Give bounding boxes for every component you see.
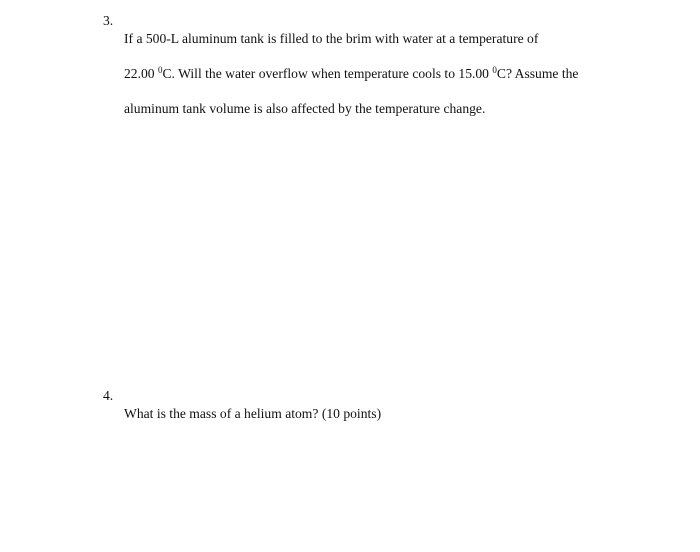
degree-superscript: 0 (492, 64, 497, 75)
question-3 (103, 12, 623, 135)
degree-superscript: 0 (157, 64, 163, 75)
question-line-text: C? Assume the (496, 65, 579, 81)
question-text (124, 387, 623, 422)
question-number: 4. (103, 388, 114, 403)
question-line-text: C. Will the water overflow when temperature cools to 15.00 (162, 65, 493, 81)
question-line (124, 65, 623, 83)
question-line (124, 30, 623, 48)
question-number: 3. (103, 13, 114, 28)
question-line-text: 22.00 (124, 65, 158, 81)
question-line (124, 100, 623, 118)
question-line-text: What is the mass of a helium atom? (10 points) (124, 405, 382, 421)
question-line-text: If a 500-L aluminum tank is filled to the brim with water at a temperature of (124, 30, 539, 46)
question-line-text: aluminum tank volume is also affected by the temperature change. (124, 100, 486, 116)
question-4 (103, 387, 623, 422)
question-text (124, 12, 623, 135)
